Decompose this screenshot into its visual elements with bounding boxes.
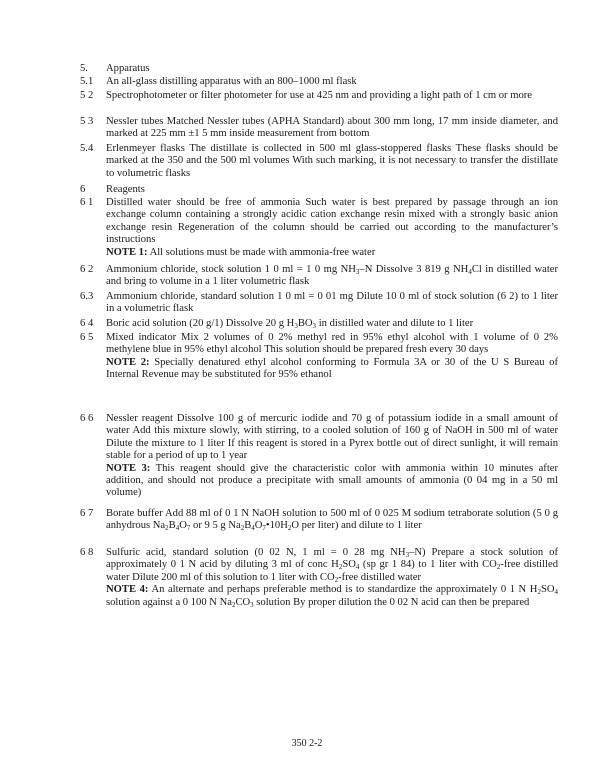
- section-number: 6: [80, 184, 86, 195]
- section-title: Apparatus: [106, 63, 150, 74]
- list-item: [80, 143, 558, 180]
- note-text: This reagent should give the characteristic color with ammonia within 10 minutes after addition, and should not produce a precipitate with small amounts of ammonia (0 04 mg in a 50 ml volume): [106, 462, 558, 499]
- item-number: 5 3: [80, 116, 94, 127]
- list-item: [80, 116, 558, 141]
- item-number: 6 8: [80, 547, 94, 558]
- section-number: 5.: [80, 63, 88, 74]
- note-text: All solutions must be made with ammonia-free water: [149, 246, 376, 258]
- item-text: Spectrophotometer or filter photometer for use at 425 nm and providing a light path of 1 cm or more: [106, 90, 532, 101]
- note-label: NOTE 2:: [106, 356, 150, 368]
- item-number: 6 4: [80, 318, 94, 329]
- note-label: NOTE 1:: [106, 246, 148, 258]
- item-text: An all-glass distilling apparatus with an 800–1000 ml flask: [106, 76, 357, 87]
- item-text: Nessler tubes Matched Nessler tubes (APHA Standard) about 300 mm long, 17 mm inside diameter, and marked at 225 mm ±1 5 mm inside measurement from bottom: [106, 116, 558, 140]
- item-number: 6.3: [80, 291, 94, 302]
- list-item: [80, 332, 558, 382]
- note: [106, 584, 558, 609]
- item-number: 6 7: [80, 508, 94, 519]
- section-title: Reagents: [106, 184, 145, 195]
- item-number: 6 5: [80, 332, 94, 343]
- list-item: [80, 413, 558, 500]
- item-text: Borate buffer Add 88 ml of 0 1 N NaOH solution to 500 ml of 0 025 M sodium tetraborate solution (5 0 g anhydrous $Na_2B_4O_7$ or 9 5 g $Na_2B_4O_7•10H_2O$ per liter) and dilute to 1 liter: [106, 508, 558, 533]
- note: [106, 463, 558, 500]
- item-text: Sulfuric acid, standard solution (0 02 N, 1 ml = 0 28 mg $NH_3-N$) Prepare a stock solution of approximately 0 1 N acid by diluting 3 ml of conc $H_2SO_4$ (sp gr 1 84) to 1 liter with $CO_2$-free distilled water Dilute 200 ml of this solution to 1 liter with $CO_2$-free distilled water: [106, 547, 558, 584]
- note-label: NOTE 3:: [106, 462, 151, 474]
- item-number: 6 6: [80, 413, 94, 424]
- list-item: [80, 508, 558, 533]
- note-text: Specially denatured ethyl alcohol conforming to Formula 3A or 30 of the U S Bureau of Internal Revenue may be substituted for 95% ethanol: [106, 356, 558, 381]
- item-text: Erlenmeyer flasks The distillate is collected in 500 ml glass-stoppered flasks These flasks should be marked at the 350 and the 500 ml volumes With such marking, it is not necessary to transfer the distillate to volumetric flasks: [106, 143, 558, 179]
- list-item: [80, 547, 558, 609]
- item-number: 5.1: [80, 76, 94, 87]
- item-text: Ammonium chloride, stock solution 1 0 ml = 1 0 mg $NH_3-N$ Dissolve 3 819 g $NH_4Cl$ in distilled water and bring to volume in a 1 liter volumetric flask: [106, 264, 558, 288]
- item-number: 6 2: [80, 264, 94, 275]
- item-number: 6 1: [80, 197, 94, 208]
- list-item: [80, 291, 558, 316]
- note: [106, 247, 558, 259]
- item-text: Ammonium chloride, standard solution 1 0 ml = 0 01 mg Dilute 10 0 ml of stock solution (6 2) to 1 liter in a volumetric flask: [106, 291, 558, 315]
- list-item: [80, 318, 558, 330]
- note-label: NOTE 4:: [106, 584, 149, 596]
- item-number: 5 2: [80, 90, 94, 101]
- note-text: An alternate and perhaps preferable method is to standardize the approximately 0 1 N $H_2SO_4$ solution against a 0 100 N $Na_2CO_3$ solution By proper dilution the 0 02 N acid can then be prepared: [106, 584, 558, 609]
- item-number: 5.4: [80, 143, 94, 154]
- item-text: Mixed indicator Mix 2 volumes of 0 2% methyl red in 95% ethyl alcohol with 1 volume of 0 2% methylene blue in 95% ethyl alcohol This solution should be prepared fresh every 30 days: [106, 332, 558, 356]
- note: [106, 357, 558, 382]
- list-item: [80, 90, 558, 102]
- list-item: [80, 76, 558, 88]
- list-item: [80, 264, 558, 289]
- list-item: [80, 197, 558, 259]
- item-text: Nessler reagent Dissolve 100 g of mercuric iodide and 70 g of potassium iodide in a small amount of water Add this mixture slowly, with stirring, to a cooled solution of 160 g of NaOH in 500 ml of water Dilute the mixture to 1 liter If this reagent is stored in a Pyrex bottle out of direct sunlight, it will remain stable for a period of up to 1 year: [106, 413, 558, 462]
- item-text: Distilled water should be free of ammonia Such water is best prepared by passage through an ion exchange column containing a strongly acidic cation exchange resin mixed with a strongly basic anion exchange resin Regeneration of the column should be carried out according to the manufacturer’s instructions: [106, 197, 558, 246]
- item-text: Boric acid solution (20 g/1) Dissolve 20 g $H_3BO_3$ in distilled water and dilute to 1 liter: [106, 318, 474, 330]
- page-number: 350 2-2: [291, 738, 323, 749]
